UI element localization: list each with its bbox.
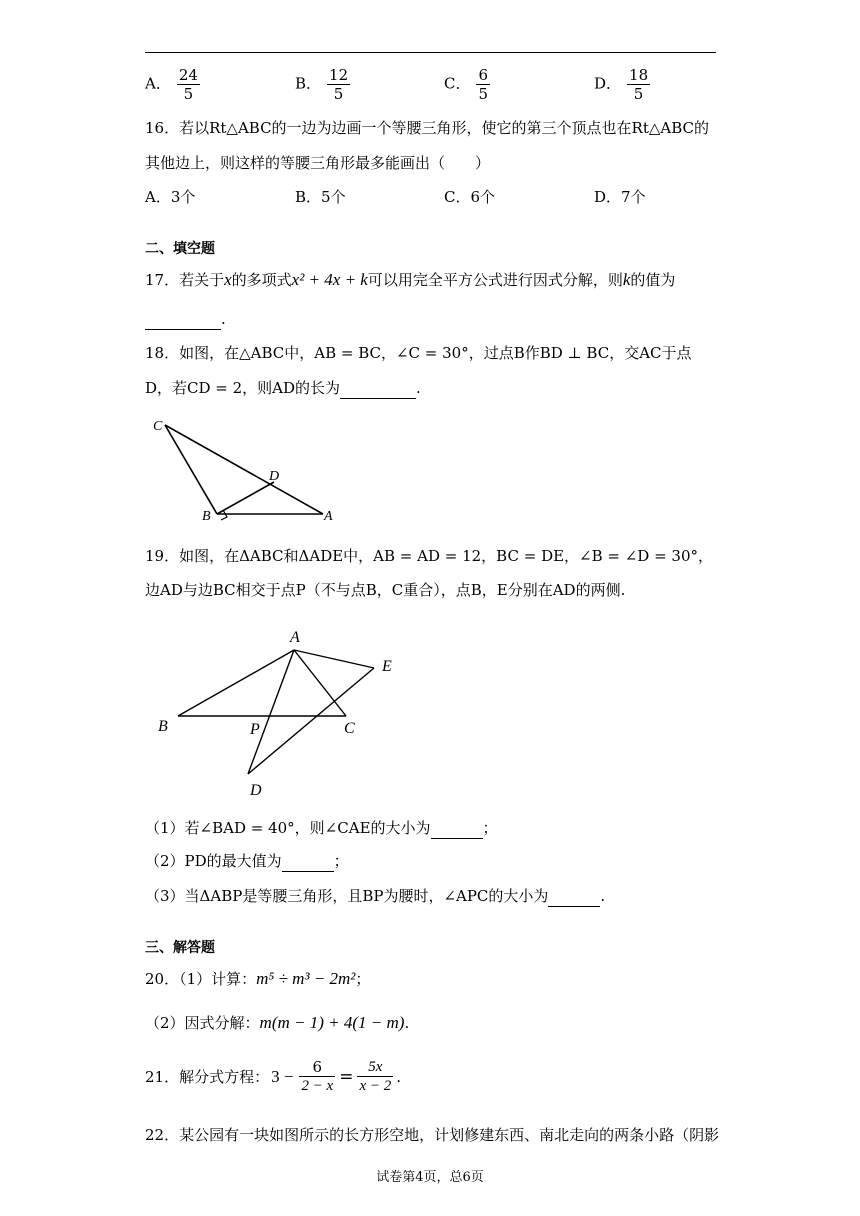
q20-text: （2）因式分解：	[145, 1014, 260, 1032]
label-b: B	[202, 509, 211, 524]
period: .	[396, 1067, 402, 1086]
numerator: 5x	[357, 1058, 393, 1077]
q15-option-c	[444, 66, 490, 103]
denominator: 5	[333, 85, 344, 103]
segment-ab	[178, 650, 294, 716]
option-letter: C．	[444, 74, 471, 93]
q19-sub1-text: （1）若∠BAD = 40°，则∠CAE的大小为	[145, 819, 431, 837]
q16-option-b: B．5个	[295, 188, 346, 206]
denominator: 5	[478, 85, 489, 103]
label-d: D	[269, 469, 280, 484]
segment-bd	[217, 482, 274, 514]
numerator: 6	[299, 1058, 335, 1077]
answer-blank[interactable]	[340, 378, 416, 399]
q17-text: 可以用完全平方公式进行因式分解，则	[367, 271, 623, 289]
q15-option-a	[145, 66, 200, 103]
expression: m(m − 1) + 4(1 − m)	[259, 1013, 405, 1032]
label-c: C	[344, 720, 355, 737]
expression: m⁵ ÷ m³ − 2m²	[256, 969, 356, 988]
numerator: 24	[178, 66, 198, 84]
answer-blank[interactable]	[282, 851, 334, 872]
period: .	[600, 887, 606, 905]
numerator: 6	[478, 66, 489, 84]
denominator: 5	[633, 85, 644, 103]
punct: ；	[333, 852, 349, 870]
q17-text: 17．若关于	[145, 271, 225, 289]
q19-sub2	[145, 851, 349, 872]
q17-line2	[145, 309, 226, 330]
section-heading-solve: 三、解答题	[145, 940, 215, 956]
equals: =	[339, 1066, 354, 1087]
q16-option-d: D．7个	[594, 188, 646, 206]
q19-sub1	[145, 818, 498, 839]
fraction-1	[299, 1058, 335, 1095]
q19-line1: 19．如图，在ΔABC和ΔADE中，AB = AD = 12，BC = DE，∠B = ∠D = 30°，	[145, 547, 714, 565]
option-letter: D．	[594, 74, 622, 93]
q19-sub2-text: （2）PD的最大值为	[145, 852, 282, 870]
label-e: E	[382, 658, 392, 675]
label-p: P	[250, 721, 260, 738]
q19-sub3-text: （3）当ΔABP是等腰三角形，且BP为腰时，∠APC的大小为	[145, 887, 549, 905]
label-a: A	[290, 629, 300, 646]
q15-option-b	[295, 66, 350, 103]
q19-sub3	[145, 886, 605, 907]
period: .	[221, 310, 226, 328]
answer-blank[interactable]	[145, 309, 221, 330]
label-b: B	[158, 718, 168, 735]
fraction	[177, 66, 200, 103]
denominator: 5	[183, 85, 194, 103]
answer-blank[interactable]	[548, 886, 600, 907]
segment-cb	[165, 425, 217, 514]
denominator: x − 2	[359, 1078, 392, 1094]
q16-option-c: C．6个	[444, 188, 496, 206]
label-c: C	[153, 419, 163, 434]
q16-line2: 其他边上，则这样的等腰三角形最多能画出（ ）	[145, 154, 491, 172]
figure-q18	[145, 410, 345, 525]
option-letter: A．	[145, 74, 171, 93]
numerator: 18	[629, 66, 649, 84]
q20-line1	[145, 969, 370, 989]
q20-text: 20．（1）计算：	[145, 970, 257, 988]
var-x: x	[224, 270, 232, 289]
q18-text: D，若CD = 2，则AD的长为	[145, 379, 341, 397]
punct: ；	[482, 819, 498, 837]
term: 3 −	[271, 1066, 294, 1086]
period: .	[404, 1014, 410, 1032]
q17-text: 的多项式	[231, 271, 292, 289]
figure-q19	[150, 620, 410, 800]
q21-line	[145, 1058, 401, 1095]
q16-line1: 16．若以Rt△ABC的一边为边画一个等腰三角形，使它的第三个顶点也在Rt△ABC的	[145, 119, 710, 137]
q21-text: 21．解分式方程：	[145, 1068, 270, 1086]
numerator: 12	[329, 66, 349, 84]
page-footer: 试卷第4页，总6页	[376, 1170, 484, 1185]
q17-text: 的值为	[630, 271, 676, 289]
q16-option-a: A．3个	[145, 188, 196, 206]
denominator: 2 − x	[301, 1078, 334, 1094]
label-d: D	[250, 782, 262, 799]
q15-option-d	[594, 66, 650, 103]
q17-line1	[145, 270, 675, 290]
q22-line1: 22．某公园有一块如图所示的长方形空地，计划修建东西、南北走向的两条小路（阴影	[145, 1126, 720, 1144]
q18-line2	[145, 378, 421, 399]
fraction-2	[357, 1058, 393, 1095]
section-heading-fill-in: 二、填空题	[145, 241, 215, 257]
option-letter: B．	[295, 74, 322, 93]
q19-line2: 边AD与边BC相交于点P（不与点B，C重合），点B，E分别在AD的两侧.	[145, 581, 626, 599]
q18-line1: 18．如图，在△ABC中，AB = BC，∠C = 30°，过点B作BD ⊥ BC，交AC于点	[145, 344, 692, 362]
header-rule	[145, 52, 716, 53]
q20-line2	[145, 1013, 409, 1033]
answer-blank[interactable]	[431, 818, 483, 839]
polynomial: x² + 4x + k	[291, 270, 368, 289]
var-k: k	[622, 270, 631, 289]
punct: ；	[355, 970, 371, 988]
fraction	[627, 66, 650, 103]
fraction	[327, 66, 350, 103]
segment-ca	[165, 425, 323, 514]
segment-de	[248, 668, 374, 774]
fraction	[476, 66, 490, 103]
period: .	[416, 379, 421, 397]
label-a: A	[324, 509, 333, 524]
